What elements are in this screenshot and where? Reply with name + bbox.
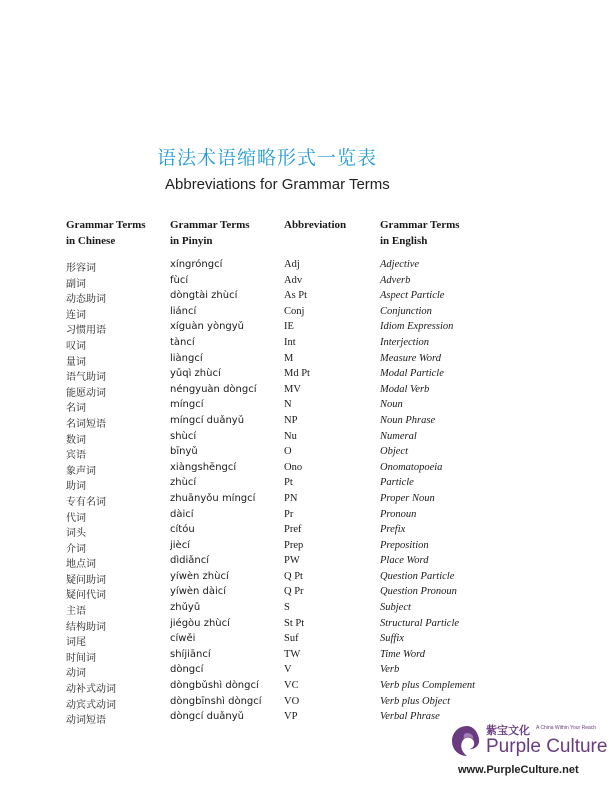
- table-row: [66, 649, 486, 665]
- term-english: Object: [380, 446, 408, 458]
- term-english: Prefix: [380, 524, 406, 536]
- term-pinyin: xíguàn yòngyǔ: [170, 321, 245, 333]
- term-abbreviation: VP: [284, 711, 298, 723]
- table-row: [66, 524, 486, 540]
- term-pinyin: shùcí: [170, 430, 197, 442]
- term-english: Adjective: [380, 259, 420, 270]
- term-abbreviation: S: [284, 602, 290, 614]
- table-row: [66, 321, 486, 337]
- term-abbreviation: St Pt: [284, 617, 305, 629]
- term-english: Verb: [380, 664, 400, 676]
- term-pinyin: dòngtài zhùcí: [170, 290, 238, 302]
- term-pinyin: dàicí: [170, 508, 194, 520]
- term-english: Verbal Phrase: [380, 711, 440, 723]
- term-chinese: 量词: [66, 356, 86, 368]
- term-chinese: 宾语: [66, 450, 86, 462]
- term-english: Measure Word: [380, 352, 441, 364]
- header-chinese-terms: Grammar Terms in Chinese: [66, 219, 146, 247]
- term-english: Onomatopoeia: [380, 461, 443, 473]
- term-english: Verb plus Complement: [380, 680, 476, 692]
- table-row: [66, 711, 486, 727]
- table-row: [66, 493, 486, 509]
- table-row: [66, 477, 486, 493]
- term-pinyin: fùcí: [170, 274, 189, 286]
- logo-chinese-name: 紫宝文化: [486, 724, 530, 737]
- term-chinese: 主语: [66, 606, 86, 618]
- term-chinese: 动宾式动词: [66, 699, 116, 711]
- table-row: [66, 446, 486, 462]
- table-row: [66, 633, 486, 649]
- term-abbreviation: IE: [284, 321, 294, 333]
- term-pinyin: zhùcí: [170, 477, 197, 489]
- term-abbreviation: V: [284, 664, 292, 676]
- term-chinese: 副词: [66, 278, 86, 290]
- term-abbreviation: Nu: [284, 430, 297, 442]
- term-pinyin: dòngcí: [170, 664, 204, 676]
- table-row: [66, 696, 486, 712]
- term-pinyin: liáncí: [170, 305, 197, 317]
- term-pinyin: yíwèn zhùcí: [170, 570, 229, 582]
- term-abbreviation: Pref: [284, 524, 302, 536]
- term-chinese: 形容词: [66, 263, 96, 274]
- term-abbreviation: TW: [284, 648, 301, 660]
- term-chinese: 介词: [66, 543, 86, 555]
- term-chinese: 习惯用语: [66, 325, 106, 337]
- term-pinyin: jiégòu zhùcí: [170, 617, 230, 629]
- logo-tagline: A China Within Your Reach: [536, 725, 597, 731]
- term-abbreviation: N: [284, 399, 292, 411]
- table-header: [66, 217, 486, 259]
- table-row: [66, 664, 486, 680]
- term-abbreviation: PW: [284, 555, 300, 567]
- term-chinese: 象声词: [66, 465, 96, 477]
- term-abbreviation: Q Pt: [284, 570, 303, 582]
- term-english: Idiom Expression: [380, 321, 454, 333]
- table-row: [66, 540, 486, 556]
- term-chinese: 词尾: [66, 637, 86, 649]
- header-english-terms: Grammar Terms in English: [380, 219, 460, 247]
- term-pinyin: zhuānyǒu míngcí: [170, 492, 256, 504]
- term-pinyin: cítóu: [170, 524, 195, 536]
- term-abbreviation: Suf: [284, 633, 299, 645]
- term-abbreviation: M: [284, 352, 294, 364]
- term-chinese: 结构助词: [66, 621, 106, 633]
- term-pinyin: néngyuàn dòngcí: [170, 383, 257, 395]
- term-abbreviation: Q Pr: [284, 586, 304, 598]
- table-row: [66, 602, 486, 618]
- term-pinyin: yǔqì zhùcí: [170, 368, 221, 380]
- table-row: [66, 509, 486, 525]
- term-chinese: 数词: [66, 434, 86, 446]
- logo-brand-name: Purple Culture: [486, 736, 608, 757]
- table-row: [66, 384, 486, 400]
- page-title-chinese: 语法术语缩略形式一览表: [157, 147, 378, 169]
- table-row: [66, 275, 486, 291]
- term-english: Modal Particle: [380, 368, 444, 380]
- term-abbreviation: VC: [284, 680, 299, 692]
- purple-culture-watermark: [450, 722, 610, 792]
- term-chinese: 名词: [66, 403, 86, 415]
- term-english: Question Particle: [380, 570, 455, 582]
- term-chinese: 连词: [66, 309, 86, 321]
- table-row: [66, 415, 486, 431]
- purple-swirl-icon: [450, 724, 484, 758]
- term-english: Preposition: [380, 539, 429, 551]
- table-row: [66, 680, 486, 696]
- term-english: Structural Particle: [380, 617, 460, 629]
- term-pinyin: míngcí duǎnyǔ: [170, 414, 245, 426]
- abbreviations-table: [66, 217, 486, 727]
- table-row: [66, 618, 486, 634]
- table-row: [66, 399, 486, 415]
- term-chinese: 专有名词: [66, 496, 106, 508]
- term-english: Pronoun: [380, 508, 417, 520]
- term-pinyin: yíwèn dàicí: [170, 586, 227, 598]
- term-chinese: 动补式动词: [66, 684, 116, 696]
- table-row: [66, 368, 486, 384]
- term-english: Proper Noun: [380, 492, 435, 504]
- term-pinyin: cíwěi: [170, 633, 196, 645]
- term-chinese: 疑问助词: [66, 574, 106, 586]
- term-english: Noun: [380, 399, 403, 411]
- table-row: [66, 259, 486, 275]
- term-abbreviation: Adv: [284, 274, 303, 286]
- term-pinyin: míngcí: [170, 399, 204, 411]
- table-row: [66, 555, 486, 571]
- table-body: [66, 259, 486, 727]
- term-abbreviation: Conj: [284, 305, 305, 317]
- term-abbreviation: VO: [284, 695, 300, 707]
- table-row: [66, 431, 486, 447]
- term-pinyin: tàncí: [170, 336, 195, 348]
- term-english: Aspect Particle: [380, 290, 445, 302]
- term-pinyin: bīnyǔ: [170, 446, 198, 458]
- term-chinese: 能愿动词: [66, 387, 106, 399]
- term-abbreviation: O: [284, 446, 292, 458]
- term-abbreviation: Adj: [284, 259, 300, 270]
- term-pinyin: dìdiǎncí: [170, 555, 209, 567]
- table-row: [66, 586, 486, 602]
- term-english: Conjunction: [380, 305, 432, 317]
- term-pinyin: dòngbīnshì dòngcí: [170, 695, 262, 707]
- term-pinyin: xiàngshēngcí: [170, 461, 237, 473]
- term-pinyin: zhǔyǔ: [170, 602, 201, 614]
- term-chinese: 动词: [66, 668, 86, 680]
- logo-url: www.PurpleCulture.net: [458, 764, 579, 776]
- header-abbreviation: Abbreviation: [284, 219, 347, 231]
- table-row: [66, 306, 486, 322]
- term-abbreviation: Pr: [284, 508, 294, 520]
- term-pinyin: shíjiāncí: [170, 648, 211, 660]
- term-pinyin: xíngróngcí: [170, 259, 223, 270]
- term-chinese: 动词短语: [66, 715, 106, 727]
- term-chinese: 语气助词: [66, 372, 106, 384]
- table-row: [66, 353, 486, 369]
- term-abbreviation: Md Pt: [284, 368, 310, 380]
- term-chinese: 名词短语: [66, 418, 106, 430]
- table-row: [66, 290, 486, 306]
- term-english: Numeral: [380, 430, 417, 442]
- term-abbreviation: As Pt: [284, 290, 308, 302]
- term-abbreviation: NP: [284, 414, 298, 426]
- term-abbreviation: Prep: [284, 539, 304, 551]
- term-english: Question Pronoun: [380, 586, 457, 598]
- term-english: Particle: [380, 477, 414, 489]
- term-chinese: 叹词: [66, 340, 86, 352]
- term-abbreviation: Pt: [284, 477, 293, 489]
- term-english: Time Word: [380, 648, 426, 660]
- term-pinyin: dòngbǔshì dòngcí: [170, 680, 259, 692]
- term-english: Interjection: [380, 336, 429, 348]
- term-abbreviation: Ono: [284, 461, 303, 473]
- term-abbreviation: MV: [284, 383, 301, 395]
- term-abbreviation: Int: [284, 336, 296, 348]
- term-english: Place Word: [380, 555, 429, 567]
- term-english: Modal Verb: [380, 383, 430, 395]
- term-pinyin: liàngcí: [170, 352, 203, 364]
- header-pinyin-terms: Grammar Terms in Pinyin: [170, 219, 250, 247]
- term-english: Noun Phrase: [380, 414, 436, 426]
- term-chinese: 地点词: [66, 559, 96, 571]
- term-chinese: 词头: [66, 528, 86, 540]
- term-chinese: 代词: [66, 512, 86, 524]
- page-title-english: Abbreviations for Grammar Terms: [165, 176, 390, 193]
- term-chinese: 助词: [66, 481, 86, 493]
- term-pinyin: jiècí: [170, 539, 190, 551]
- table-row: [66, 337, 486, 353]
- table-row: [66, 571, 486, 587]
- term-chinese: 动态助词: [66, 294, 106, 306]
- term-english: Subject: [380, 602, 411, 614]
- term-chinese: 疑问代词: [66, 590, 106, 602]
- term-chinese: 时间词: [66, 652, 96, 664]
- term-english: Adverb: [380, 274, 411, 286]
- table-row: [66, 462, 486, 478]
- term-pinyin: dòngcí duǎnyǔ: [170, 711, 245, 723]
- term-abbreviation: PN: [284, 492, 298, 504]
- term-english: Verb plus Object: [380, 695, 450, 707]
- term-english: Suffix: [380, 633, 404, 645]
